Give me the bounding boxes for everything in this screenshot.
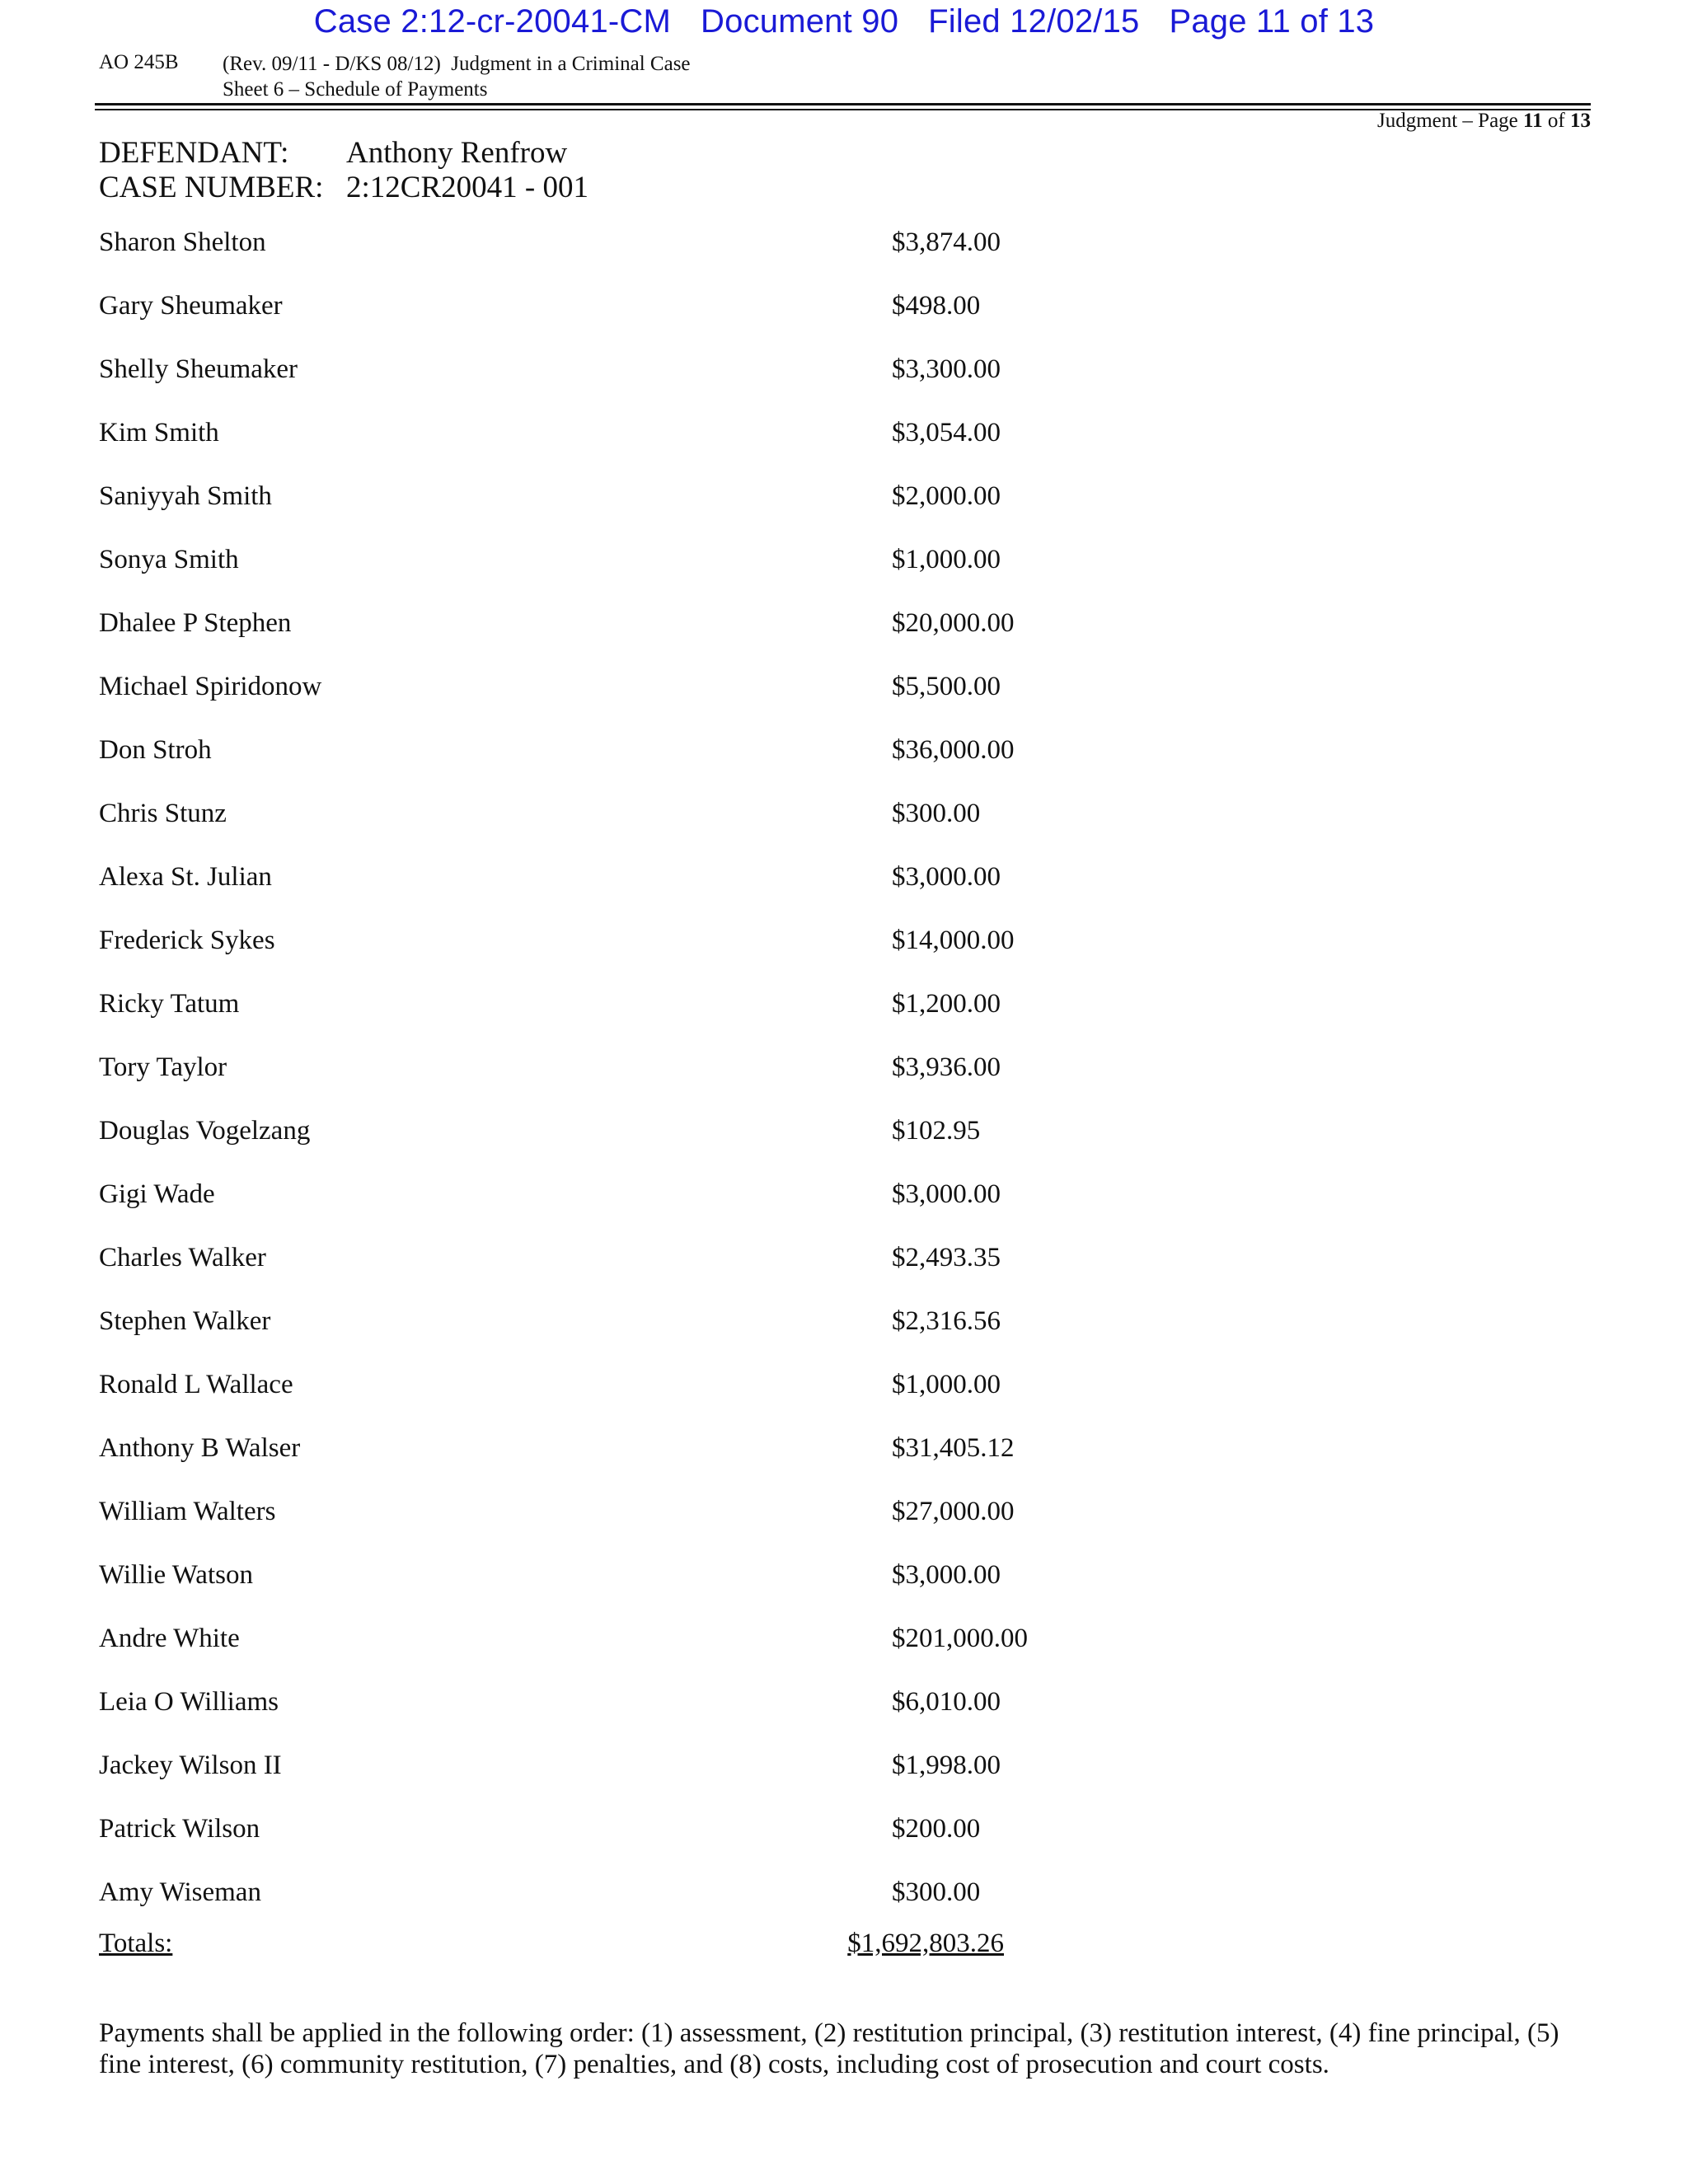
form-revision: (Rev. 09/11 - D/KS 08/12) Judgment in a Criminal Case xyxy=(223,53,691,75)
defendant-name: Anthony Renfrow xyxy=(346,136,568,170)
restitution-row xyxy=(0,1560,1688,1624)
victim-name: Don Stroh xyxy=(99,735,212,765)
restitution-row xyxy=(0,1306,1688,1370)
victim-name: Ricky Tatum xyxy=(99,989,240,1019)
victim-name: Willie Watson xyxy=(99,1560,253,1590)
header-rule-thick xyxy=(95,103,1591,105)
totals-value: $1,692,803.26 xyxy=(847,1929,1004,1958)
restitution-amount: $1,000.00 xyxy=(892,545,1001,574)
restitution-amount: $498.00 xyxy=(892,291,981,321)
defendant-label: DEFENDANT: xyxy=(99,136,289,170)
form-revision-block xyxy=(223,51,691,102)
case-stamp-header xyxy=(0,3,1688,40)
restitution-row xyxy=(0,1624,1688,1687)
form-sheet: Sheet 6 – Schedule of Payments xyxy=(223,78,488,101)
victim-name: Shelly Sheumaker xyxy=(99,354,298,384)
totals-label: Totals: xyxy=(99,1929,173,1958)
victim-name: Patrick Wilson xyxy=(99,1814,260,1844)
victim-name: Dhalee P Stephen xyxy=(99,608,292,638)
page-ref-prefix: Judgment – Page xyxy=(1376,110,1524,132)
restitution-row xyxy=(0,545,1688,608)
restitution-row xyxy=(0,418,1688,481)
restitution-amount: $3,000.00 xyxy=(892,1179,1001,1209)
restitution-amount: $3,054.00 xyxy=(892,418,1001,448)
restitution-row xyxy=(0,862,1688,926)
restitution-row xyxy=(0,1052,1688,1116)
victim-name: Gigi Wade xyxy=(99,1179,215,1209)
restitution-amount: $2,493.35 xyxy=(892,1243,1001,1272)
restitution-row xyxy=(0,1116,1688,1179)
page-ref-of: of xyxy=(1542,110,1570,132)
victim-name: Tory Taylor xyxy=(99,1052,227,1082)
stamp-filed: Filed 12/02/15 xyxy=(928,3,1140,40)
restitution-row xyxy=(0,227,1688,291)
restitution-amount: $31,405.12 xyxy=(892,1433,1015,1463)
header-rule-thin xyxy=(95,109,1591,110)
stamp-page: Page 11 of 13 xyxy=(1169,3,1375,40)
victim-name: Kim Smith xyxy=(99,418,219,448)
restitution-row xyxy=(0,735,1688,799)
restitution-row xyxy=(0,672,1688,735)
restitution-row xyxy=(0,1179,1688,1243)
victim-name: Leia O Williams xyxy=(99,1687,279,1717)
restitution-amount: $2,316.56 xyxy=(892,1306,1001,1336)
victim-name: Saniyyah Smith xyxy=(99,481,272,511)
restitution-amount: $1,000.00 xyxy=(892,1370,1001,1399)
restitution-list xyxy=(0,227,1688,1941)
restitution-row xyxy=(0,608,1688,672)
case-number-value: 2:12CR20041 - 001 xyxy=(346,171,588,204)
restitution-row xyxy=(0,1877,1688,1941)
victim-name: Sonya Smith xyxy=(99,545,239,574)
victim-name: Sharon Shelton xyxy=(99,227,266,257)
restitution-amount: $300.00 xyxy=(892,1877,981,1907)
restitution-amount: $200.00 xyxy=(892,1814,981,1844)
victim-name: Anthony B Walser xyxy=(99,1433,301,1463)
restitution-amount: $36,000.00 xyxy=(892,735,1015,765)
restitution-row xyxy=(0,989,1688,1052)
restitution-row xyxy=(0,1750,1688,1814)
victim-name: Michael Spiridonow xyxy=(99,672,322,701)
restitution-row xyxy=(0,799,1688,862)
form-code: AO 245B xyxy=(99,51,179,73)
restitution-amount: $27,000.00 xyxy=(892,1497,1015,1526)
restitution-amount: $20,000.00 xyxy=(892,608,1015,638)
victim-name: Amy Wiseman xyxy=(99,1877,261,1907)
restitution-row xyxy=(0,926,1688,989)
restitution-amount: $3,300.00 xyxy=(892,354,1001,384)
restitution-amount: $3,000.00 xyxy=(892,1560,1001,1590)
victim-name: Gary Sheumaker xyxy=(99,291,283,321)
restitution-row xyxy=(0,481,1688,545)
stamp-document: Document 90 xyxy=(701,3,899,40)
restitution-row xyxy=(0,1243,1688,1306)
restitution-amount: $3,874.00 xyxy=(892,227,1001,257)
restitution-amount: $2,000.00 xyxy=(892,481,1001,511)
victim-name: Frederick Sykes xyxy=(99,926,275,955)
case-number-label: CASE NUMBER: xyxy=(99,171,324,204)
restitution-row xyxy=(0,1687,1688,1750)
restitution-amount: $1,200.00 xyxy=(892,989,1001,1019)
victim-name: Charles Walker xyxy=(99,1243,266,1272)
restitution-row xyxy=(0,1433,1688,1497)
restitution-amount: $14,000.00 xyxy=(892,926,1015,955)
victim-name: Douglas Vogelzang xyxy=(99,1116,311,1146)
stamp-case: Case 2:12-cr-20041-CM xyxy=(313,3,672,40)
page-ref-total: 13 xyxy=(1570,110,1591,132)
restitution-row xyxy=(0,1370,1688,1433)
victim-name: Andre White xyxy=(99,1624,240,1653)
restitution-amount: $102.95 xyxy=(892,1116,981,1146)
victim-name: Jackey Wilson II xyxy=(99,1750,282,1780)
judgment-page-reference xyxy=(1377,110,1591,133)
restitution-row xyxy=(0,1814,1688,1877)
restitution-amount: $201,000.00 xyxy=(892,1624,1028,1653)
payment-order-text: Payments shall be applied in the following order: (1) assessment, (2) restitution principal, (3) restitution interest, (4) fine principal, (5) fine interest, (6) community restitution, (7) penalties, and (8) costs, including cost of prosecution and court costs. xyxy=(99,2018,1559,2079)
victim-name: Stephen Walker xyxy=(99,1306,271,1336)
restitution-row xyxy=(0,291,1688,354)
victim-name: Ronald L Wallace xyxy=(99,1370,293,1399)
restitution-amount: $5,500.00 xyxy=(892,672,1001,701)
restitution-row xyxy=(0,354,1688,418)
restitution-amount: $3,936.00 xyxy=(892,1052,1001,1082)
victim-name: William Walters xyxy=(99,1497,276,1526)
restitution-amount: $6,010.00 xyxy=(892,1687,1001,1717)
page-ref-current: 11 xyxy=(1523,110,1543,132)
restitution-row xyxy=(0,1497,1688,1560)
restitution-amount: $3,000.00 xyxy=(892,862,1001,892)
victim-name: Chris Stunz xyxy=(99,799,227,828)
restitution-amount: $1,998.00 xyxy=(892,1750,1001,1780)
restitution-amount: $300.00 xyxy=(892,799,981,828)
victim-name: Alexa St. Julian xyxy=(99,862,272,892)
